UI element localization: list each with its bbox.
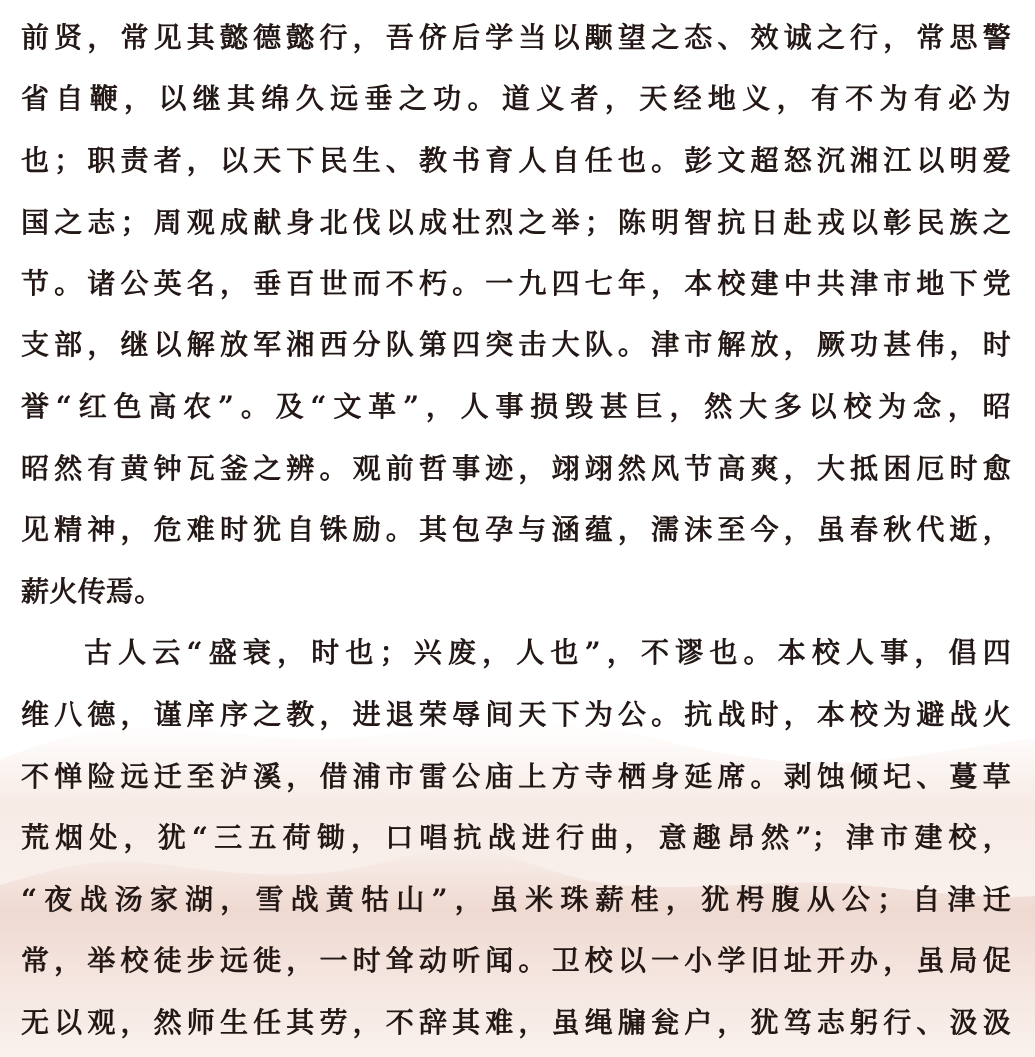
- paragraph-line-9: 见精神，危难时犹自铢励。其包孕与涵蕴，濡沫至今，虽春秋代逝，: [21, 513, 1011, 546]
- paragraph-line-3: 也；职责者，以天下民生、教书育人自任也。彭文超怒沉湘江以明爱: [21, 144, 1011, 177]
- paragraph-line-4: 国之志；周观成献身北伐以成壮烈之举；陈明智抗日赴戎以彰民族之: [21, 206, 1011, 239]
- paragraph-line-12: 维八德，谨庠序之教，进退荣辱间天下为公。抗战时，本校为避战火: [21, 698, 1011, 731]
- paragraph-line-6: 支部，继以解放军湘西分队第四突击大队。津市解放，厥功甚伟，时: [21, 328, 1011, 361]
- paragraph-line-17: 无以观，然师生任其劳，不辞其难，虽绳牖瓮户，犹笃志躬行、汲汲: [21, 1006, 1011, 1039]
- paragraph-line-13: 不惮险远迁至泸溪，借浦市雷公庙上方寺栖身延席。剥蚀倾圮、蔓草: [21, 760, 1011, 793]
- paragraph-line-15: “夜战汤家湖，雪战黄牯山”，虽米珠薪桂，犹枵腹从公；自津迁: [21, 883, 1011, 916]
- paragraph-line-1: 前贤，常见其懿德懿行，吾侪后学当以颙望之态、效诚之行，常思警: [21, 21, 1011, 54]
- paragraph-line-5: 节。诸公英名，垂百世而不朽。一九四七年，本校建中共津市地下党: [21, 267, 1011, 300]
- paragraph-line-7: 誉“红色高农”。及“文革”，人事损毁甚巨，然大多以校为念，昭: [21, 390, 1011, 423]
- paragraph-line-10: 薪火传焉。: [21, 575, 163, 608]
- paragraph-line-16: 常，举校徒步远徙，一时耸动听闻。卫校以一小学旧址开办，虽局促: [21, 944, 1011, 977]
- paragraph-line-2: 省自鞭，以继其绵久远垂之功。道义者，天经地义，有不为有必为: [21, 82, 1011, 115]
- paragraph-line-8: 昭然有黄钟瓦釜之辨。观前哲事迹，翊翊然风节高爽，大抵困厄时愈: [21, 452, 1011, 485]
- paragraph-line-14: 荒烟处，犹“三五荷锄，口唱抗战进行曲，意趣昂然”；津市建校，: [21, 821, 1011, 854]
- paragraph-line-11: 古人云“盛衰，时也；兴废，人也”，不谬也。本校人事，倡四: [84, 636, 1011, 669]
